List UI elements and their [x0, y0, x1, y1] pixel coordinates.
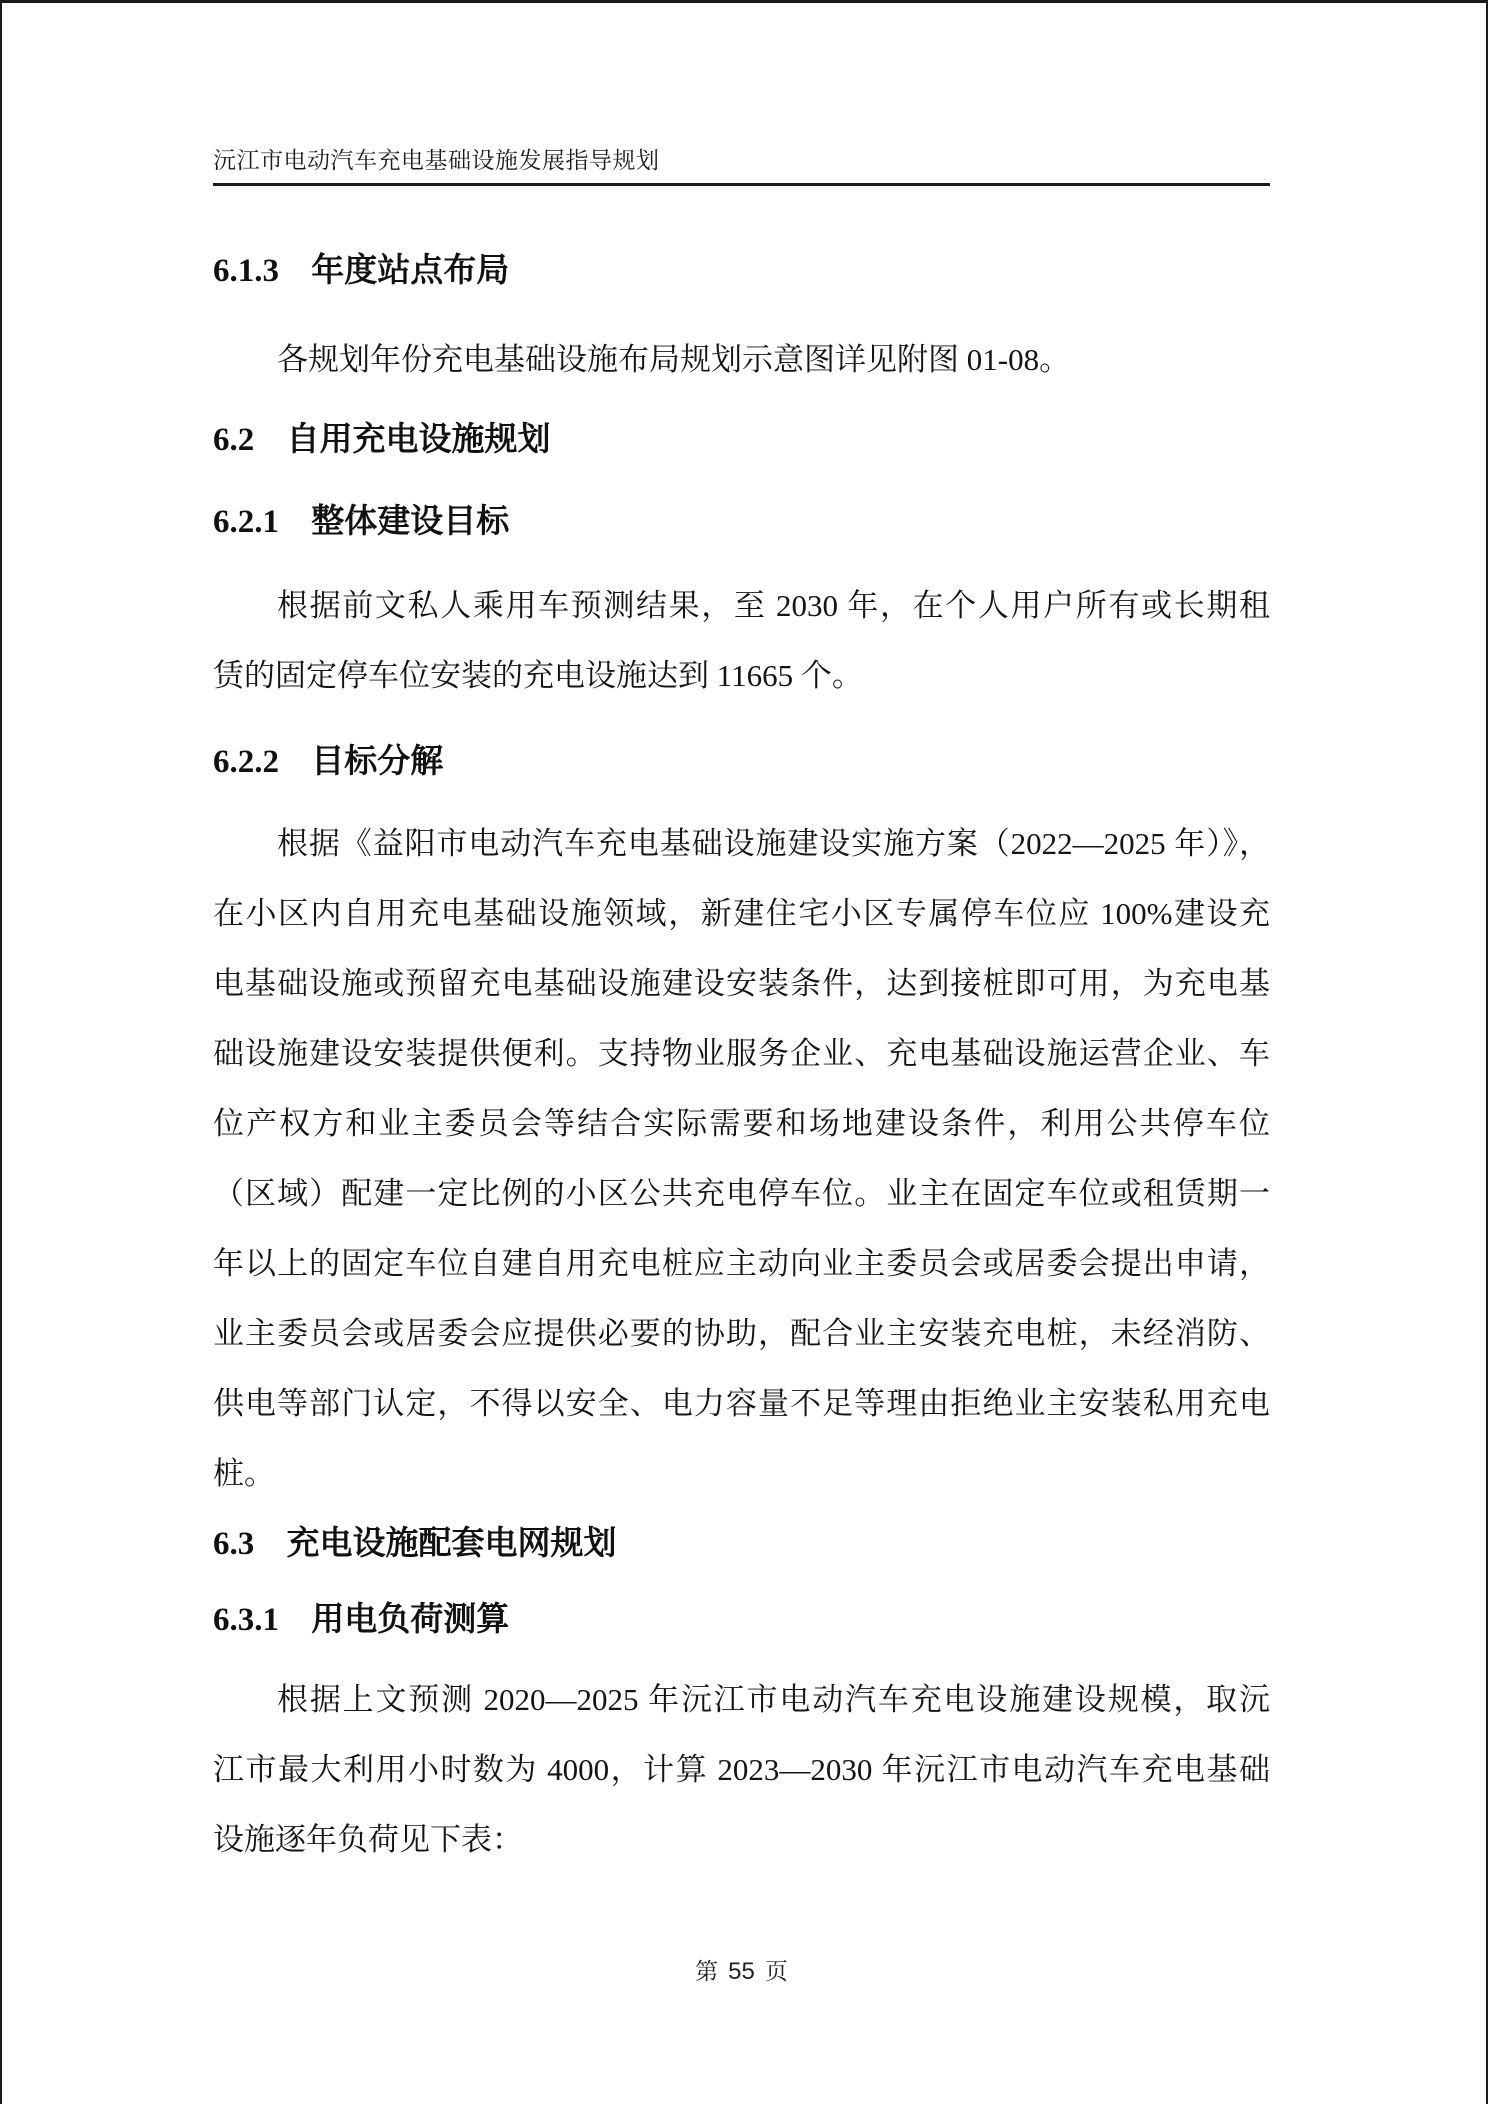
section-title: 用电负荷测算 [311, 1602, 510, 1638]
paragraph-line: （区域）配建一定比例的小区公共充电停车位。业主在固定车位或租赁期一 [213, 1176, 1270, 1211]
paragraph-line: 桩。 [213, 1456, 275, 1491]
section-heading-6-3-1 [213, 1599, 1270, 1641]
paragraph-overall-target [213, 571, 1270, 711]
paragraph-line: 电基础设施或预留充电基础设施建设安装条件，达到接桩即可用，为充电基 [213, 966, 1270, 1001]
footer-prefix: 第 [695, 1959, 719, 1984]
paragraph-line: 根据前文私人乘用车预测结果，至 2030 年，在个人用户所有或长期租 [277, 588, 1270, 623]
footer-suffix: 页 [764, 1959, 788, 1984]
paragraph-line: 各规划年份充电基础设施布局规划示意图详见附图 01-08。 [277, 342, 1071, 377]
section-heading-6-2-1 [213, 501, 1270, 543]
paragraph-line: 础设施建设安装提供便利。支持物业服务企业、充电基础设施运营企业、车 [213, 1036, 1270, 1071]
paragraph-line: 根据《益阳市电动汽车充电基础设施建设实施方案（2022—2025 年）》， [277, 826, 1270, 861]
section-number: 6.3 [213, 1526, 255, 1562]
section-number: 6.3.1 [213, 1602, 279, 1638]
paragraph-load-calc [213, 1665, 1270, 1875]
page-footer [213, 1957, 1270, 1987]
section-number: 6.2 [213, 422, 255, 458]
page-content [213, 146, 1270, 1987]
header-rule [213, 183, 1270, 186]
paragraph-station-layout [213, 325, 1270, 395]
page-header-title: 沅江市电动汽车充电基础设施发展指导规划 [213, 148, 660, 173]
section-heading-6-1-3 [213, 250, 1270, 292]
paragraph-target-breakdown [213, 809, 1270, 1509]
section-heading-6-2 [213, 419, 1270, 461]
paragraph-line: 年以上的固定车位自建自用充电桩应主动向业主委员会或居委会提出申请， [213, 1246, 1270, 1281]
section-title: 整体建设目标 [311, 504, 510, 540]
paragraph-line: 供电等部门认定，不得以安全、电力容量不足等理由拒绝业主安装私用充电 [213, 1386, 1270, 1421]
section-title: 充电设施配套电网规划 [286, 1526, 617, 1562]
section-heading-6-2-2 [213, 741, 1270, 783]
paragraph-line: 位产权方和业主委员会等结合实际需要和场地建设条件，利用公共停车位 [213, 1106, 1270, 1141]
paragraph-line: 业主委员会或居委会应提供必要的协助，配合业主安装充电桩，未经消防、 [213, 1316, 1270, 1351]
page-number: 55 [728, 1958, 755, 1985]
section-heading-6-3 [213, 1523, 1270, 1565]
section-number: 6.1.3 [213, 253, 279, 289]
paragraph-line: 在小区内自用充电基础设施领域，新建住宅小区专属停车位应 100%建设充 [213, 896, 1270, 931]
section-title: 目标分解 [311, 744, 444, 780]
paragraph-line: 赁的固定停车位安装的充电设施达到 11665 个。 [213, 658, 863, 693]
section-title: 年度站点布局 [311, 253, 510, 289]
section-number: 6.2.2 [213, 744, 279, 780]
section-title: 自用充电设施规划 [286, 422, 551, 458]
paragraph-line: 江市最大利用小时数为 4000，计算 2023—2030 年沅江市电动汽车充电基础 [213, 1752, 1270, 1787]
paragraph-line: 根据上文预测 2020—2025 年沅江市电动汽车充电设施建设规模，取沅 [277, 1682, 1270, 1717]
section-number: 6.2.1 [213, 504, 279, 540]
paragraph-line: 设施逐年负荷见下表： [213, 1822, 523, 1857]
